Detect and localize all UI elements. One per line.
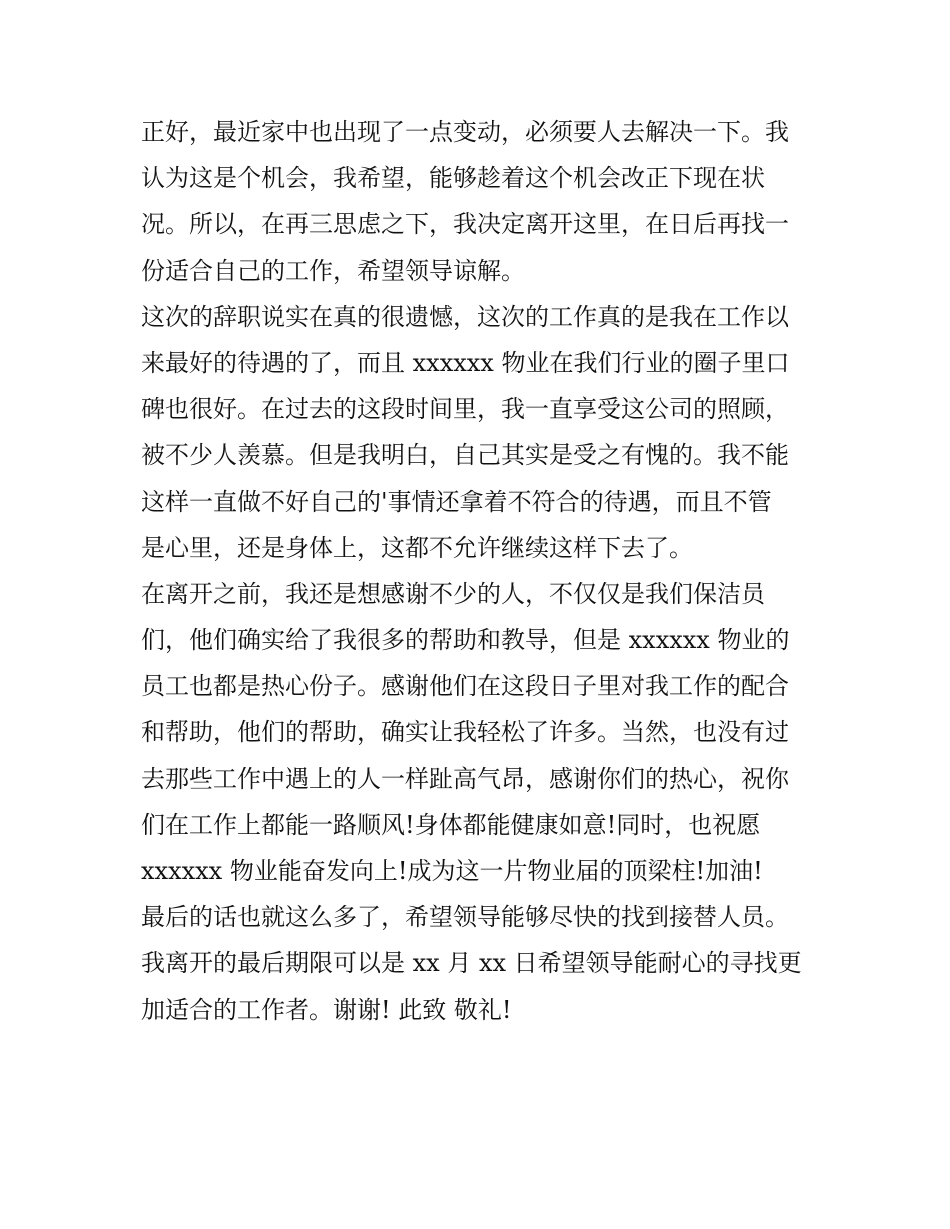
text-line: 们在工作上都能一路顺风!身体都能健康如意!同时，也祝愿 xyxy=(141,810,761,839)
text-line: 认为这是个机会，我希望，能够趁着这个机会改正下现在状 xyxy=(141,164,765,193)
text-line: 来最好的待遇的了，而且 xxxxxx 物业在我们行业的圈子里口 xyxy=(141,348,790,377)
text-line: 份适合自己的工作，希望领导谅解。 xyxy=(141,256,525,285)
letter-body xyxy=(141,112,821,1036)
text-line: 和帮助，他们的帮助，确实让我轻松了许多。当然，也没有过 xyxy=(141,718,789,747)
text-line: 去那些工作中遇上的人一样趾高气昂，感谢你们的热心，祝你 xyxy=(141,764,789,793)
text-line: 加适合的工作者。谢谢! 此致 敬礼! xyxy=(141,995,512,1024)
text-line: xxxxxx 物业能奋发向上!成为这一片物业届的顶梁柱!加油! xyxy=(141,857,763,885)
text-line: 被不少人羡慕。但是我明白，自己其实是受之有愧的。我不能 xyxy=(141,441,789,470)
text-line: 正好，最近家中也出现了一点变动，必须要人去解决一下。我 xyxy=(141,118,789,146)
text-line: 员工也都是热心份子。感谢他们在这段日子里对我工作的配合 xyxy=(141,672,789,701)
text-line: 最后的话也就这么多了，希望领导能够尽快的找到接替人员。 xyxy=(141,903,789,932)
text-line: 们，他们确实给了我很多的帮助和教导，但是 xxxxxx 物业的 xyxy=(141,626,790,655)
text-line: 碑也很好。在过去的这段时间里，我一直享受这公司的照顾， xyxy=(141,395,789,424)
text-line: 这样一直做不好自己的'事情还拿着不符合的待遇，而且不管 xyxy=(141,487,772,516)
text-line: 我离开的最后期限可以是 xx 月 xx 日希望领导能耐心的寻找更 xyxy=(141,949,802,978)
text-line: 是心里，还是身体上，这都不允许继续这样下去了。 xyxy=(141,533,693,562)
text-line: 况。所以，在再三思虑之下，我决定离开这里，在日后再找一 xyxy=(141,210,789,239)
text-line: 这次的辞职说实在真的很遗憾，这次的工作真的是我在工作以 xyxy=(141,302,789,331)
text-line: 在离开之前，我还是想感谢不少的人，不仅仅是我们保洁员 xyxy=(141,579,765,608)
